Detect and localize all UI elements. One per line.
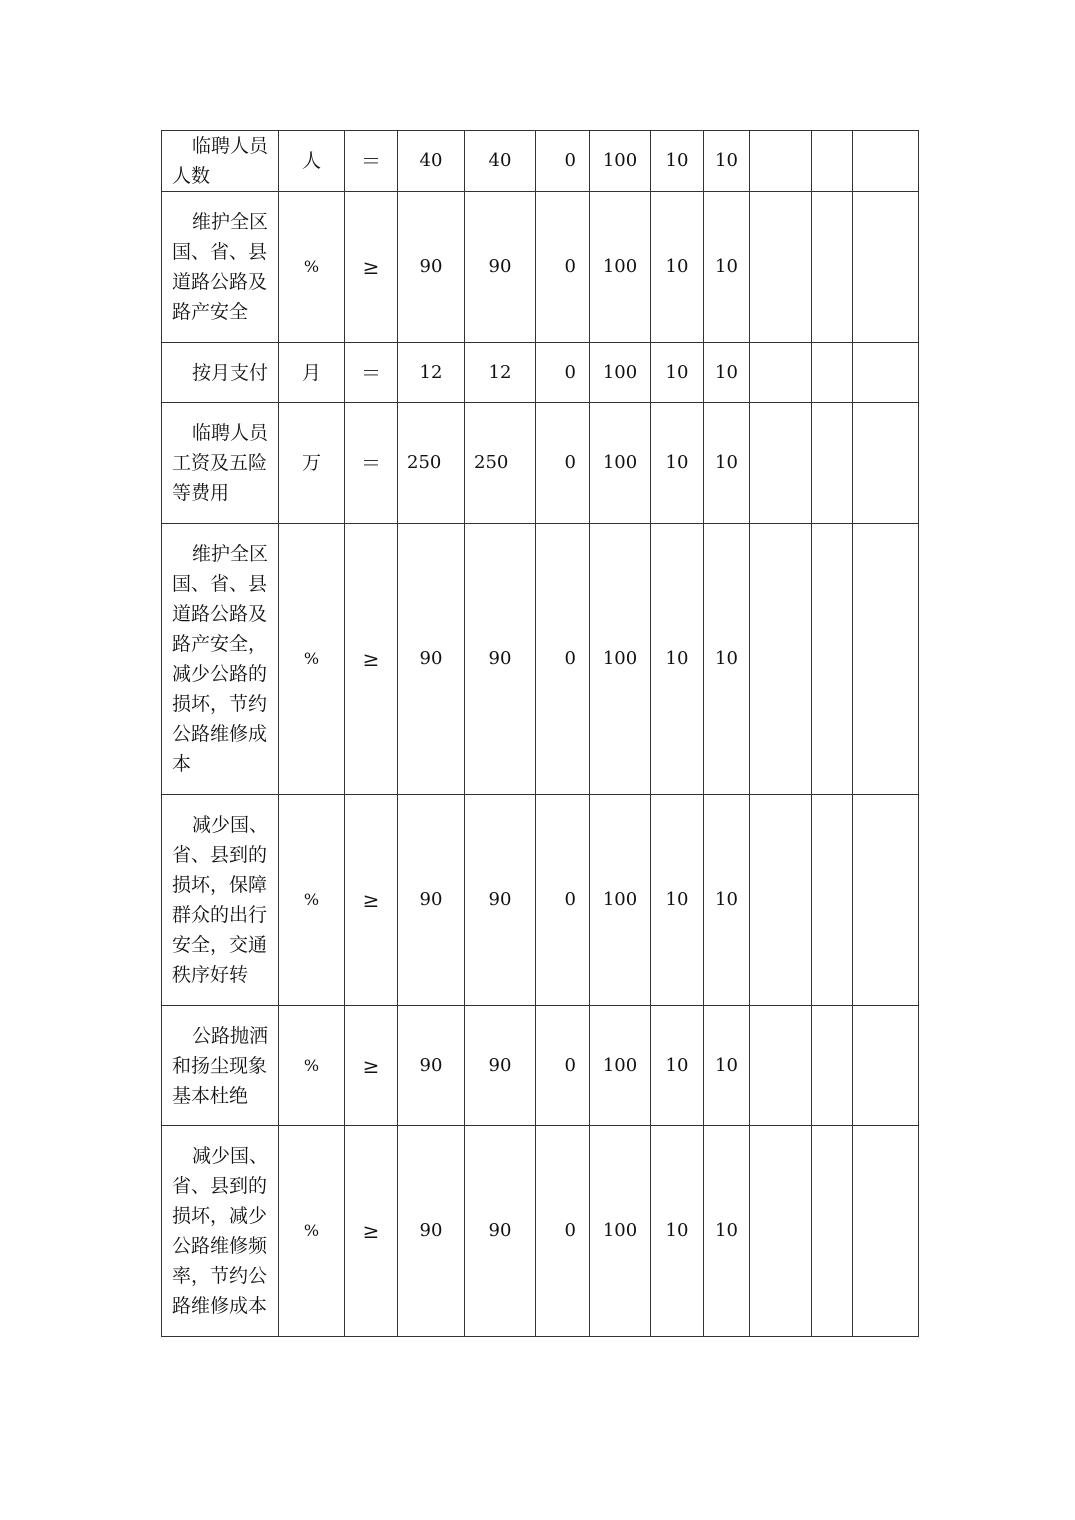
indicator-name: 减少国、省、县到的损坏，减少公路维修频率，节约公路维修成本 [162,1126,279,1337]
value-col-9: 10 [704,1126,750,1337]
value-col-8: 10 [651,795,704,1006]
value-col-7: 100 [590,524,651,795]
empty-cell [750,192,812,343]
value-col-7: 100 [590,131,651,192]
indicator-unit: 月 [279,343,345,403]
table-row [162,795,919,1006]
value-col-6: 0 [536,795,590,1006]
comparison-operator: ＝ [345,343,398,403]
value-col-8: 10 [651,131,704,192]
actual-value: 90 [465,1126,536,1337]
table-row [162,131,919,192]
indicator-unit: % [279,524,345,795]
empty-cell [853,795,919,1006]
actual-value: 90 [465,1006,536,1126]
target-value: 90 [398,1006,465,1126]
indicator-name: 公路抛洒和扬尘现象基本杜绝 [162,1006,279,1126]
value-col-6: 0 [536,1006,590,1126]
indicator-unit: 人 [279,131,345,192]
empty-cell [750,343,812,403]
empty-cell [812,131,853,192]
empty-cell [750,1006,812,1126]
value-col-9: 10 [704,1006,750,1126]
empty-cell [853,343,919,403]
value-col-9: 10 [704,343,750,403]
table-row [162,524,919,795]
actual-value: 250 [465,403,536,524]
target-value: 12 [398,343,465,403]
value-col-9: 10 [704,524,750,795]
indicator-name: 临聘人员工资及五险等费用 [162,403,279,524]
indicator-unit: % [279,1006,345,1126]
value-col-7: 100 [590,795,651,1006]
table-row [162,1006,919,1126]
value-col-7: 100 [590,343,651,403]
empty-cell [812,343,853,403]
actual-value: 90 [465,192,536,343]
target-value: 90 [398,795,465,1006]
indicator-name: 临聘人员人数 [162,131,279,192]
value-col-8: 10 [651,1126,704,1337]
indicator-unit: 万 [279,403,345,524]
table-row [162,403,919,524]
target-value: 90 [398,192,465,343]
actual-value: 90 [465,524,536,795]
indicator-unit: % [279,192,345,343]
comparison-operator: ≥ [345,192,398,343]
target-value: 90 [398,524,465,795]
comparison-operator: ＝ [345,131,398,192]
comparison-operator: ≥ [345,1126,398,1337]
empty-cell [853,524,919,795]
value-col-8: 10 [651,343,704,403]
value-col-7: 100 [590,1006,651,1126]
indicator-unit: % [279,1126,345,1337]
value-col-9: 10 [704,403,750,524]
empty-cell [750,403,812,524]
empty-cell [812,795,853,1006]
indicator-unit: % [279,795,345,1006]
value-col-9: 10 [704,192,750,343]
value-col-7: 100 [590,1126,651,1337]
target-value: 90 [398,1126,465,1337]
empty-cell [750,795,812,1006]
comparison-operator: ≥ [345,1006,398,1126]
comparison-operator: ≥ [345,795,398,1006]
value-col-6: 0 [536,524,590,795]
value-col-9: 10 [704,131,750,192]
value-col-8: 10 [651,192,704,343]
value-col-8: 10 [651,403,704,524]
value-col-6: 0 [536,343,590,403]
comparison-operator: ＝ [345,403,398,524]
value-col-6: 0 [536,403,590,524]
value-col-9: 10 [704,795,750,1006]
performance-indicator-table [161,130,919,1337]
empty-cell [750,524,812,795]
value-col-6: 0 [536,1126,590,1337]
empty-cell [812,1006,853,1126]
value-col-7: 100 [590,403,651,524]
empty-cell [750,1126,812,1337]
empty-cell [812,403,853,524]
empty-cell [812,524,853,795]
empty-cell [853,192,919,343]
empty-cell [853,131,919,192]
value-col-8: 10 [651,524,704,795]
value-col-7: 100 [590,192,651,343]
value-col-8: 10 [651,1006,704,1126]
empty-cell [750,131,812,192]
indicator-name: 按月支付 [162,343,279,403]
empty-cell [812,1126,853,1337]
table-row [162,192,919,343]
value-col-6: 0 [536,192,590,343]
value-col-6: 0 [536,131,590,192]
indicator-name: 减少国、省、县到的损坏，保障群众的出行安全，交通秩序好转 [162,795,279,1006]
actual-value: 90 [465,795,536,1006]
target-value: 250 [398,403,465,524]
indicator-name: 维护全区国、省、县道路公路及路产安全，减少公路的损坏，节约公路维修成本 [162,524,279,795]
empty-cell [853,1126,919,1337]
empty-cell [853,403,919,524]
actual-value: 12 [465,343,536,403]
comparison-operator: ≥ [345,524,398,795]
empty-cell [812,192,853,343]
table-row [162,343,919,403]
target-value: 40 [398,131,465,192]
indicator-name: 维护全区国、省、县道路公路及路产安全 [162,192,279,343]
table-row [162,1126,919,1337]
actual-value: 40 [465,131,536,192]
empty-cell [853,1006,919,1126]
